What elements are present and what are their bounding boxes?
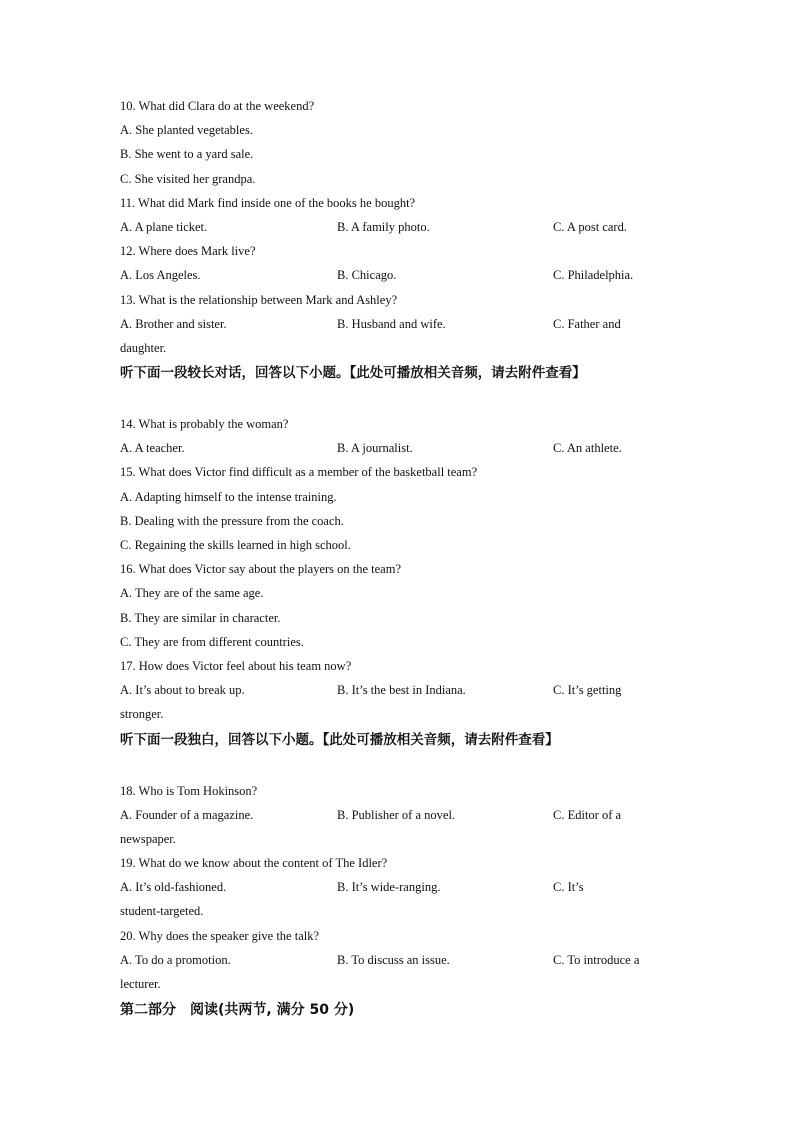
- question-stem: 20. Why does the speaker give the talk?: [120, 928, 320, 943]
- question-stem: 13. What is the relationship between Mark and Ashley?: [120, 292, 398, 307]
- question-stem: 15. What does Victor find difficult as a member of the basketball team?: [120, 465, 478, 480]
- option-a: A. It’s about to break up.: [120, 683, 245, 698]
- spacer: [120, 753, 680, 779]
- option-c: C. It’s: [553, 880, 584, 895]
- question-stem: 11. What did Mark find inside one of the books he bought?: [120, 195, 416, 210]
- option-b: B. A family photo.: [337, 219, 430, 234]
- options-row: [120, 875, 680, 899]
- option-c: C. She visited her grandpa.: [120, 171, 256, 186]
- option-c-continued: newspaper.: [120, 831, 176, 846]
- options-row: [120, 263, 680, 287]
- option-a: A. She planted vegetables.: [120, 123, 253, 138]
- question-stem: 12. Where does Mark live?: [120, 244, 256, 259]
- option-c: C. To introduce a: [553, 952, 640, 967]
- option-c: C. Regaining the skills learned in high school.: [120, 538, 351, 552]
- option-b: B. She went to a yard sale.: [120, 147, 254, 162]
- listening-instruction: 听下面一段独白，回答以下小题。【此处可播放相关音频，请去附件查看】: [120, 731, 559, 748]
- option-a: A. A plane ticket.: [120, 219, 208, 234]
- option-c-continued: daughter.: [120, 340, 167, 355]
- option-a: A. Los Angeles.: [120, 268, 201, 283]
- option-c: C. Editor of a: [553, 807, 622, 822]
- question-stem: 10. What did Clara do at the weekend?: [120, 99, 315, 113]
- option-c: C. Philadelphia.: [553, 268, 634, 283]
- option-a: A. Founder of a magazine.: [120, 807, 254, 822]
- exam-page: [120, 94, 680, 1022]
- option-a: A. They are of the same age.: [120, 586, 264, 601]
- question-stem: 14. What is probably the woman?: [120, 417, 289, 432]
- options-row: [120, 678, 680, 702]
- option-c-continued: student-targeted.: [120, 904, 204, 919]
- option-a: A. A teacher.: [120, 441, 185, 456]
- option-c: C. An athlete.: [553, 441, 622, 456]
- option-c: C. Father and: [553, 316, 621, 331]
- option-b: B. They are similar in character.: [120, 610, 281, 625]
- options-row: [120, 215, 680, 239]
- options-row: [120, 803, 680, 827]
- option-b: B. Publisher of a novel.: [337, 807, 456, 822]
- question-stem: 16. What does Victor say about the players on the team?: [120, 562, 401, 577]
- spacer: [120, 386, 680, 412]
- options-row: [120, 312, 680, 336]
- question-stem: 19. What do we know about the content of The Idler?: [120, 856, 388, 871]
- option-b: B. To discuss an issue.: [337, 952, 450, 967]
- option-c: C. A post card.: [553, 219, 627, 234]
- option-b: B. It’s the best in Indiana.: [337, 683, 466, 698]
- option-b: B. Chicago.: [337, 268, 397, 283]
- options-row: [120, 948, 680, 972]
- option-b: B. Dealing with the pressure from the coach.: [120, 513, 344, 528]
- option-c-continued: stronger.: [120, 707, 164, 722]
- section-heading: 第二部分 阅读(共两节, 满分 50 分): [120, 1002, 355, 1019]
- option-a: A. Adapting himself to the intense training.: [120, 489, 337, 504]
- question-stem: 18. Who is Tom Hokinson?: [120, 783, 258, 798]
- option-a: A. To do a promotion.: [120, 952, 231, 967]
- option-c: C. They are from different countries.: [120, 634, 304, 649]
- option-b: B. Husband and wife.: [337, 316, 446, 331]
- option-a: A. Brother and sister.: [120, 316, 227, 331]
- option-b: B. It’s wide-ranging.: [337, 880, 441, 895]
- options-row: [120, 436, 680, 460]
- listening-instruction: 听下面一段较长对话，回答以下小题。【此处可播放相关音频，请去附件查看】: [120, 365, 586, 382]
- option-c-continued: lecturer.: [120, 977, 161, 991]
- option-a: A. It’s old-fashioned.: [120, 880, 227, 895]
- option-c: C. It’s getting: [553, 683, 622, 698]
- option-b: B. A journalist.: [337, 441, 413, 456]
- question-stem: 17. How does Victor feel about his team now?: [120, 658, 352, 673]
